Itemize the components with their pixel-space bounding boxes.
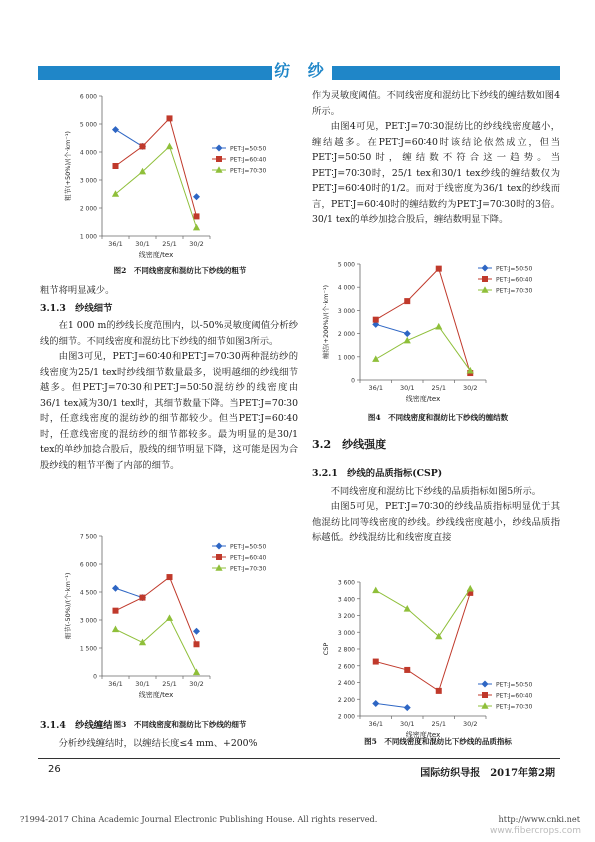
chart-fig5 xyxy=(318,576,558,742)
paragraph: 在1 000 m的纱线长度范围内，以-50%灵敏度阈值分析纱线的细节。不同线密度和混纺比下纱线的细节如图3所示。 xyxy=(40,320,298,347)
series-1 xyxy=(372,700,411,711)
right-column-text xyxy=(312,88,560,228)
watermark: www.fibercrops.com xyxy=(490,826,581,836)
x-tick-label: 25/1 xyxy=(431,720,447,728)
x-tick-label: 36/1 xyxy=(368,384,384,392)
legend-label: PET∶J=50∶50 xyxy=(496,265,533,273)
x-tick-label: 36/1 xyxy=(368,720,384,728)
x-axis-label: 线密度/tex xyxy=(405,395,441,403)
y-axis-label: 细节(-50%)/(个·km⁻¹) xyxy=(64,572,72,640)
series-1 xyxy=(112,126,200,200)
series-line xyxy=(116,577,197,644)
data-point xyxy=(167,574,173,580)
data-point xyxy=(140,595,146,601)
paragraph: 3.1.3 纱线细节 xyxy=(40,302,113,314)
caption-fig4: 图4 不同线密度和混纺比下纱线的缠结数 xyxy=(367,413,509,422)
x-tick-label: 30/2 xyxy=(189,240,204,248)
footer-rule xyxy=(38,758,560,759)
y-tick-label: 0 xyxy=(93,673,97,681)
x-tick-label: 30/1 xyxy=(135,680,150,688)
chart-fig4 xyxy=(318,258,558,406)
y-tick-label: 3 400 xyxy=(337,596,355,604)
data-point xyxy=(216,543,223,550)
legend-label: PET∶J=70∶30 xyxy=(496,287,533,295)
data-point xyxy=(216,145,223,152)
y-tick-label: 2 800 xyxy=(337,646,355,654)
series-2 xyxy=(113,574,200,647)
series-line xyxy=(376,327,471,371)
data-point xyxy=(373,659,379,665)
data-point xyxy=(404,605,411,612)
journal-issue: 国际纺织导报 2017年第2期 xyxy=(420,768,555,779)
left-column-bottom-text xyxy=(40,716,298,751)
left-column-text xyxy=(40,283,298,473)
series-line xyxy=(116,588,143,597)
paragraph: 粗节将明显减少。 xyxy=(40,285,115,296)
y-tick-label: 5 000 xyxy=(337,261,355,269)
data-point xyxy=(113,163,119,169)
series-line xyxy=(376,269,471,373)
data-point xyxy=(193,628,200,635)
y-tick-label: 3 000 xyxy=(337,307,355,315)
data-point xyxy=(194,641,200,647)
legend-label: PET∶J=50∶50 xyxy=(230,145,267,153)
y-tick-label: 2 600 xyxy=(337,663,355,671)
data-point xyxy=(436,266,442,272)
legend-label: PET∶J=70∶30 xyxy=(496,703,533,711)
legend-label: PET∶J=60∶40 xyxy=(496,692,533,700)
y-tick-label: 2 000 xyxy=(337,713,355,721)
data-point xyxy=(482,276,488,282)
series-1 xyxy=(112,585,200,635)
data-point xyxy=(482,681,489,688)
series-3 xyxy=(112,143,200,231)
x-tick-label: 25/1 xyxy=(431,384,447,392)
data-point xyxy=(112,126,119,133)
x-tick-label: 30/2 xyxy=(462,384,478,392)
data-point xyxy=(166,143,173,150)
x-tick-label: 36/1 xyxy=(108,240,123,248)
data-point xyxy=(112,190,119,197)
x-axis-label: 线密度/tex xyxy=(138,251,174,259)
paragraph: 作为灵敏度阈值。不同线密度和混纺比下纱线的缠结数如图4所示。 xyxy=(312,90,560,117)
section-3-2-title: 3.2 纱线强度 xyxy=(312,438,387,451)
series-3 xyxy=(372,323,474,374)
data-point xyxy=(404,337,411,344)
data-point xyxy=(166,614,173,621)
data-point xyxy=(216,156,222,162)
data-point xyxy=(194,213,200,219)
x-axis-label: 线密度/tex xyxy=(405,731,441,739)
series-line xyxy=(376,703,408,707)
paragraph: 分析纱线缠结时，以缠结长度≤4 mm、+200% xyxy=(58,737,258,749)
y-tick-label: 2 200 xyxy=(337,696,355,704)
data-point xyxy=(216,554,222,560)
series-line xyxy=(116,618,197,672)
y-axis-label: 粗节(+50%)/(个·km⁻¹) xyxy=(64,131,72,201)
y-tick-label: 5 000 xyxy=(79,121,97,129)
data-point xyxy=(372,700,379,707)
y-tick-label: 6 000 xyxy=(79,93,97,101)
data-point xyxy=(113,608,119,614)
x-tick-label: 30/1 xyxy=(135,240,150,248)
series-3 xyxy=(372,585,474,639)
y-tick-label: 3 000 xyxy=(79,177,97,185)
data-point xyxy=(435,323,442,330)
paragraph: 由图3可见，PET∶J=60∶40和PET∶J=70∶30两种混纺纱的线密度为25/1 tex时纱线细节数量最多，说明越细的纱线细节越多。但PET∶J=70∶30和PET∶J=50∶50混纺纱的线密度由36/1 tex减为30/1 tex时，其细节数量下降。当PET∶J=70∶30时，任意线密度的混纺纱的细节都较少。但当PET∶J=60∶40时，任意线密度的混纺纱的细节都较多。最为明显的是30/1 tex的单纱加捻合股后，股线的细节明显下降，这可能是因为合股纱线的粗节平衡了内部的细节。 xyxy=(40,351,298,471)
data-point xyxy=(404,330,411,337)
paragraph: 由图4可见，PET∶J=70∶30混纺比的纱线线密度越小，缠结越多。在PET∶J=60∶40时该结论依然成立，但当PET∶J=50∶50时，缠结数不符合这一趋势。当PET∶J=70∶30时，25/1 tex和30/1 tex纱线的缠结数仅为PET∶J=60∶40时的1/2。而对于线密度为36/1 tex的纱线而言，PET∶J=60∶40时的缠结数约为PET∶J=70∶30时的3倍。30/1 tex的单纱加捻合股后，缠结数明显下降。 xyxy=(312,121,560,225)
data-point xyxy=(373,317,379,323)
y-tick-label: 3 000 xyxy=(337,629,355,637)
series-1 xyxy=(372,321,411,337)
series-line xyxy=(376,589,471,637)
x-tick-label: 25/1 xyxy=(162,240,177,248)
y-tick-label: 6 000 xyxy=(79,561,97,569)
data-point xyxy=(372,355,379,362)
y-axis-label: 缠结(+200%)/(个·km⁻¹) xyxy=(322,284,330,360)
figure-3 xyxy=(60,528,300,704)
y-tick-label: 3 600 xyxy=(337,579,355,587)
data-point xyxy=(404,704,411,711)
y-tick-label: 7 500 xyxy=(79,533,97,541)
chart-fig2 xyxy=(60,88,300,264)
cnki-link[interactable]: http://www.cnki.net xyxy=(498,814,580,824)
y-tick-label: 3 200 xyxy=(337,613,355,620)
x-tick-label: 30/2 xyxy=(462,720,478,728)
series-2 xyxy=(373,590,474,694)
data-point xyxy=(193,224,200,231)
series-2 xyxy=(373,266,474,376)
series-line xyxy=(116,130,143,147)
legend-label: PET∶J=60∶40 xyxy=(230,554,267,562)
chart-fig3 xyxy=(60,528,300,704)
y-tick-label: 2 000 xyxy=(337,331,355,339)
y-tick-label: 1 000 xyxy=(79,233,97,241)
y-tick-label: 4 000 xyxy=(337,284,355,292)
legend-label: PET∶J=60∶40 xyxy=(230,156,267,164)
legend-label: PET∶J=70∶30 xyxy=(230,167,267,175)
page-number: 26 xyxy=(48,764,61,775)
copyright-text: ?1994-2017 China Academic Journal Electronic Publishing House. All rights reserved. xyxy=(20,814,378,824)
caption-fig5: 图5 不同线密度和混纺比下纱线的品质指标 xyxy=(364,737,512,746)
series-2 xyxy=(113,115,200,219)
x-axis-label: 线密度/tex xyxy=(138,691,174,699)
series-line xyxy=(376,324,408,333)
x-tick-label: 30/2 xyxy=(189,680,204,688)
data-point xyxy=(140,143,146,149)
x-tick-label: 25/1 xyxy=(162,680,177,688)
y-tick-label: 4 500 xyxy=(79,589,97,597)
data-point xyxy=(193,193,200,200)
data-point xyxy=(112,626,119,633)
series-line xyxy=(116,118,197,216)
paragraph: 由图5可见，PET∶J=70∶30的纱线品质指标明显优于其他混纺比同等线密度的纱线。纱线线密度越小，纱线品质指标越低。纱线混纺比和线密度直接 xyxy=(312,501,560,543)
y-tick-label: 0 xyxy=(351,377,355,385)
paragraph: 不同线密度和混纺比下纱线的品质指标如图5所示。 xyxy=(330,485,542,497)
data-point xyxy=(482,692,488,698)
y-tick-label: 4 000 xyxy=(79,149,97,157)
caption-fig3: 图3 不同线密度和混纺比下纱线的细节 xyxy=(113,720,247,729)
data-point xyxy=(372,587,379,594)
y-tick-label: 1 500 xyxy=(79,645,97,653)
legend-label: PET∶J=50∶50 xyxy=(496,681,533,689)
x-tick-label: 36/1 xyxy=(108,680,123,688)
paragraph: 3.1.4 纱线缠结 xyxy=(40,720,113,731)
series-3 xyxy=(112,614,200,675)
x-tick-label: 30/1 xyxy=(399,384,415,392)
series-line xyxy=(376,593,471,691)
section-label: 纺 纱 xyxy=(272,58,332,84)
data-point xyxy=(112,585,119,592)
series-line xyxy=(116,146,197,227)
data-point xyxy=(167,115,173,121)
y-tick-label: 2 400 xyxy=(337,680,355,687)
copyright-line xyxy=(20,814,580,824)
y-axis-label: CSP xyxy=(322,642,330,656)
legend-label: PET∶J=50∶50 xyxy=(230,543,267,551)
legend-label: PET∶J=70∶30 xyxy=(230,565,267,573)
legend-label: PET∶J=60∶40 xyxy=(496,276,533,284)
data-point xyxy=(193,668,200,675)
figure-4 xyxy=(318,258,558,406)
x-tick-label: 30/1 xyxy=(399,720,415,728)
caption-fig2: 图2 不同线密度和混纺比下纱线的粗节 xyxy=(113,266,247,275)
right-column-bottom-text xyxy=(312,464,560,546)
data-point xyxy=(467,585,474,592)
data-point xyxy=(404,667,410,673)
paragraph: 3.2.1 纱线的品质指标(CSP) xyxy=(312,468,443,479)
y-tick-label: 1 000 xyxy=(337,354,355,362)
y-tick-label: 3 000 xyxy=(79,617,97,625)
data-point xyxy=(436,688,442,694)
figure-2 xyxy=(60,88,300,264)
data-point xyxy=(404,298,410,304)
y-tick-label: 2 000 xyxy=(79,205,97,213)
figure-5 xyxy=(318,576,558,742)
data-point xyxy=(482,265,489,272)
